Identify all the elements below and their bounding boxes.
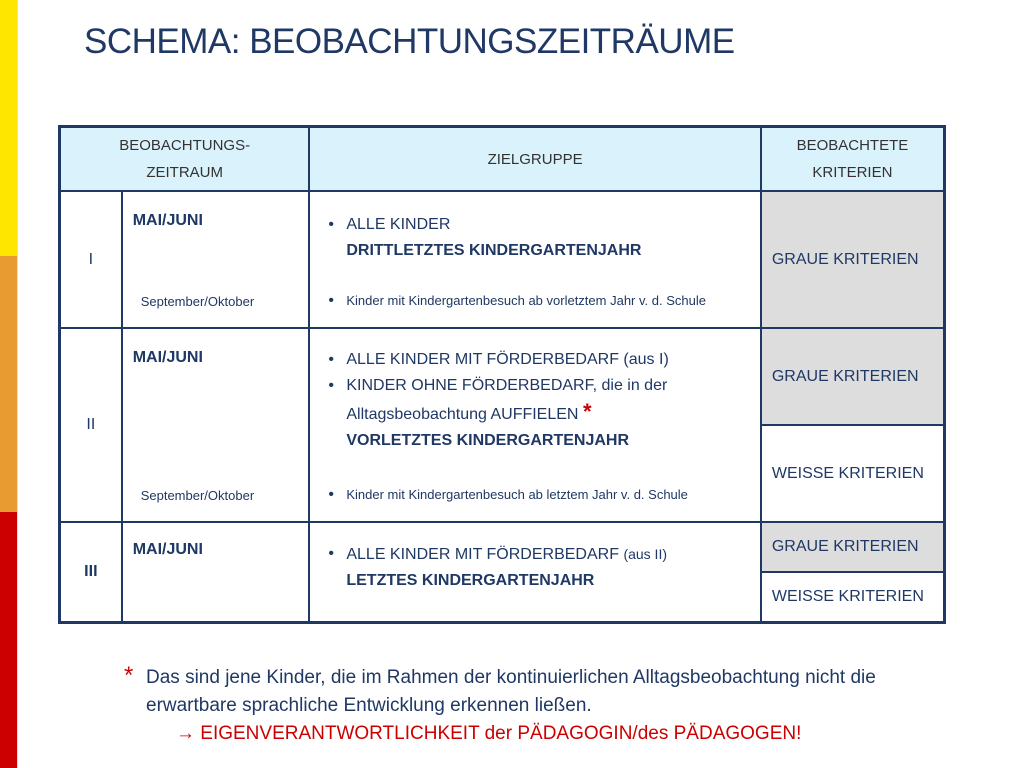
period-sub: September/Oktober (140, 488, 255, 503)
criteria-white: WEISSE KRITERIEN (761, 425, 945, 522)
group-foot-list (322, 292, 752, 310)
schedule-table (58, 125, 946, 624)
footnote-asterisk: * (124, 662, 134, 689)
header-criteria-line2: KRITERIEN (812, 164, 893, 181)
table-row (60, 191, 945, 328)
period-cell (122, 191, 310, 328)
header-criteria (761, 127, 945, 192)
footnote-line1: Das sind jene Kinder, die im Rahmen der kontinuierlichen Alltagsbeobachtung nicht die (146, 667, 876, 688)
group-list (322, 541, 748, 594)
period-main: MAI/JUNI (132, 541, 203, 558)
criteria-grey: GRAUE KRITERIEN (761, 522, 945, 572)
period-cell (122, 328, 310, 522)
footnote (124, 664, 964, 748)
stripe-divider (17, 0, 18, 768)
stripe-red (0, 512, 17, 768)
stripe-orange (0, 256, 17, 512)
list-item: • Kinder mit Kindergartenbesuch ab vorletztem Jahr v. d. Schule (322, 292, 752, 310)
list-item: • ALLE KINDER MIT FÖRDERBEDARF (aus II) LETZTES KINDERGARTENJAHR (322, 541, 748, 594)
group-list (322, 212, 748, 264)
criteria-white: WEISSE KRITERIEN (761, 572, 945, 622)
row-number: II (60, 328, 122, 522)
header-period-line2: ZEITRAUM (146, 164, 223, 181)
table-row (60, 522, 945, 572)
table-header-row (60, 127, 945, 192)
header-group: ZIELGRUPPE (309, 127, 761, 192)
page-title: SCHEMA: BEOBACHTUNGSZEITRÄUME (84, 22, 735, 61)
asterisk-marker: * (582, 399, 592, 424)
table-row (60, 328, 945, 425)
header-period (60, 127, 310, 192)
stripe-yellow (0, 0, 17, 256)
header-period-line1: BEOBACHTUNGS- (119, 137, 251, 154)
row-number: I (60, 191, 122, 328)
group-cell (309, 328, 761, 522)
list-item: • ALLE KINDER MIT FÖRDERBEDARF (aus I) (322, 347, 748, 373)
criteria-grey: GRAUE KRITERIEN (761, 328, 945, 425)
footnote-line2: erwartbare sprachliche Entwicklung erkennen ließen. (146, 695, 592, 716)
group-foot-list (322, 486, 752, 504)
footnote-conclusion: → EIGENVERANTWORTLICHKEIT der PÄDAGOGIN/des PÄDAGOGEN! (176, 723, 802, 744)
list-item: • ALLE KINDER DRITTLETZTES KINDERGARTENJAHR (322, 212, 748, 264)
group-cell (309, 191, 761, 328)
group-list (322, 347, 748, 454)
period-cell (122, 522, 310, 622)
period-main: MAI/JUNI (132, 349, 203, 366)
list-item: • Kinder mit Kindergartenbesuch ab letztem Jahr v. d. Schule (322, 486, 752, 504)
period-sub: September/Oktober (140, 294, 255, 309)
period-main: MAI/JUNI (132, 212, 203, 229)
list-item: • KINDER OHNE FÖRDERBEDARF, die in der Alltagsbeobachtung AUFFIELEN * VORLETZTES KINDERGARTENJAHR (322, 373, 748, 454)
group-cell (309, 522, 761, 622)
row-number: III (60, 522, 122, 622)
header-criteria-line1: BEOBACHTETE (796, 137, 909, 154)
criteria-grey: GRAUE KRITERIEN (761, 191, 945, 328)
